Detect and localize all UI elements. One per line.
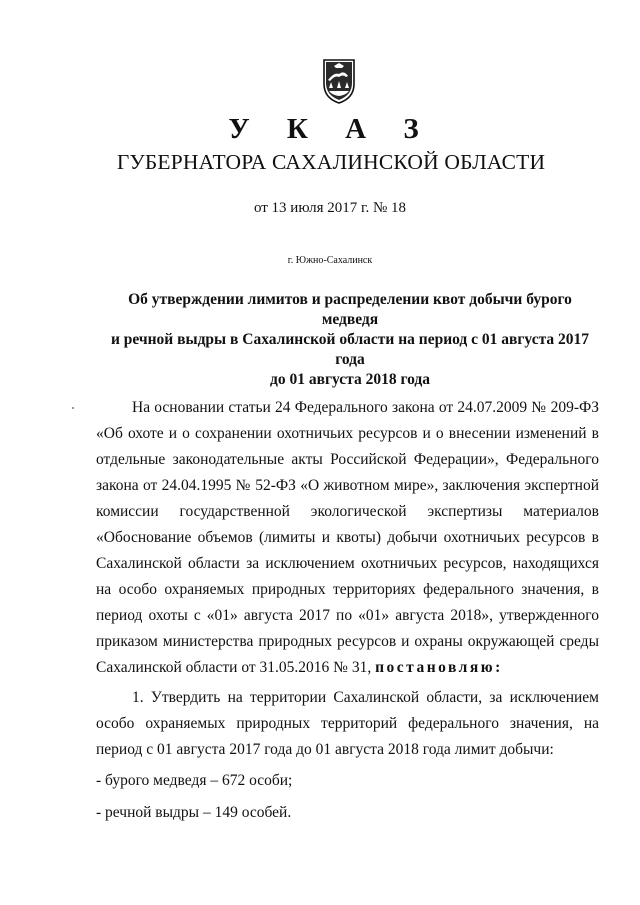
document-body (96, 395, 599, 827)
issuer-title: ГУБЕРНАТОРА САХАЛИНСКОЙ ОБЛАСТИ (116, 150, 546, 174)
decree-word: постановляю: (375, 659, 503, 676)
limit-list-item: - речной выдры – 149 особей. (96, 804, 292, 821)
city-line: г. Южно-Сахалинск (287, 255, 373, 266)
limit-list-item: - бурого медведя – 672 особи; (96, 772, 293, 789)
preamble-paragraph (96, 395, 599, 681)
heading-line: до 01 августа 2018 года (269, 371, 430, 388)
document-type-title: У К А З (228, 113, 434, 145)
preamble-text: На основании статьи 24 Федерального закона от 24.07.2009 № 209-ФЗ «Об охоте и о сохранении охотничьих ресурсов и о внесении изменений в отдельные законодательные акты Российской Федерации», Федерального закона от 24.04.1995 № 52-ФЗ «О животном мире», заключения экспертной комиссии государственной экологической экспертизы материалов «Обоснование объемов (лимиты и квоты) добычи охотничьих ресурсов в Сахалинской области за исключением охотничьих ресурсов, находящихся на особо охраняемых природных территориях федерального значения, в период охоты с «01» августа 2017 по «01» августа 2018», утвержденного приказом министерства природных ресурсов и охраны окружающей среды Сахалинской области от 31.05.2016 № 31, (96, 399, 599, 676)
heading-line: Об утверждении лимитов и распределении квот добычи бурого медведя (128, 291, 572, 328)
clause-1-paragraph: 1. Утвердить на территории Сахалинской области, за исключением особо охраняемых природных территорий федерального значения, на период с 01 августа 2017 года до 01 августа 2018 года лимит добычи: (96, 689, 599, 758)
sakhalin-coat-of-arms-icon (322, 58, 356, 104)
date-number-line: от 13 июля 2017 г. № 18 (253, 200, 407, 216)
scan-speck (72, 407, 74, 409)
document-heading (100, 290, 600, 390)
heading-line: и речной выдры в Сахалинской области на период с 01 августа 2017 года (110, 331, 590, 368)
